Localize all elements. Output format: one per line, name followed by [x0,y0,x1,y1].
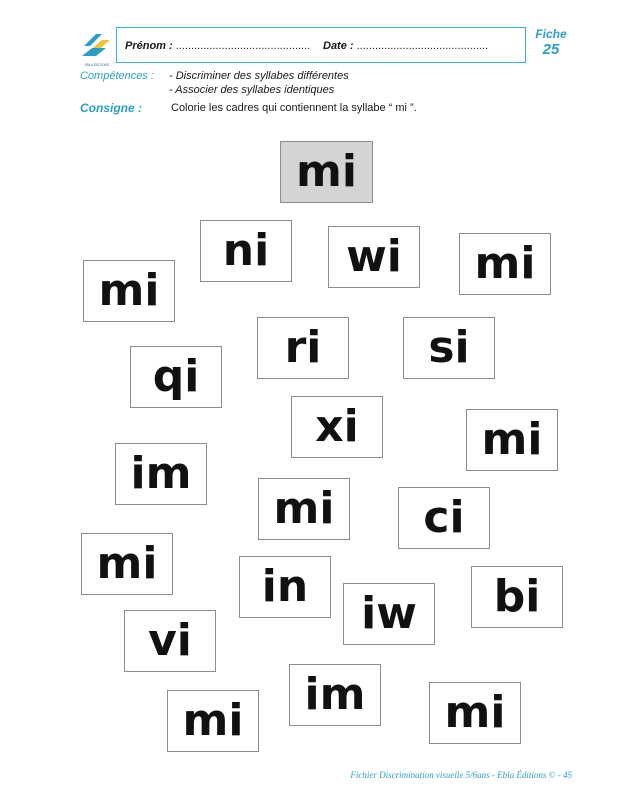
syllable-card[interactable]: bi [471,566,563,628]
name-date-box [116,27,526,63]
syllable-card[interactable]: mi [258,478,350,540]
syllable-card[interactable]: iw [343,583,435,645]
syllable-card[interactable]: in [239,556,331,618]
syllable-card[interactable]: mi [167,690,259,752]
fiche-number-block [531,27,571,59]
syllable-card[interactable]: mi [466,409,558,471]
syllable-card[interactable]: si [403,317,495,379]
syllable-card[interactable]: mi [81,533,173,595]
syllable-card[interactable]: qi [130,346,222,408]
syllable-card[interactable]: vi [124,610,216,672]
consigne-text: Colorie les cadres qui contiennent la syllabe “ mi ”. [171,102,417,114]
syllable-card[interactable]: mi [459,233,551,295]
syllable-card[interactable]: ri [257,317,349,379]
prenom-blank[interactable]: ............................................ [175,40,311,52]
fiche-number: 25 [542,41,560,59]
model-syllable-card: mi [280,141,373,203]
syllable-card[interactable]: mi [83,260,175,322]
syllable-card[interactable]: ni [200,220,292,282]
syllable-card[interactable]: im [115,443,207,505]
competence-item: - Associer des syllabes identiques [169,84,335,96]
date-field[interactable] [323,40,488,52]
consigne-label: Consigne : [80,101,142,115]
page-footer: Fichier Discrimination visuelle 5/6ans - Ebla Éditions © - 45 [350,770,572,780]
date-label: Date : [323,40,354,52]
publisher-logo [80,28,114,68]
syllable-card[interactable]: mi [429,682,521,744]
competences-label: Compétences : [80,70,154,82]
svg-text:EBLA ÉDITIONS: EBLA ÉDITIONS [85,63,109,67]
prenom-label: Prénom : [125,40,173,52]
syllable-card[interactable]: wi [328,226,420,288]
syllable-card[interactable]: ci [398,487,490,549]
competence-item: - Discriminer des syllabes différentes [169,70,349,82]
prenom-field[interactable] [125,40,310,52]
syllable-card[interactable]: xi [291,396,383,458]
syllable-card[interactable]: im [289,664,381,726]
fiche-label: Fiche [535,27,567,41]
date-blank[interactable]: ........................................... [356,40,489,52]
